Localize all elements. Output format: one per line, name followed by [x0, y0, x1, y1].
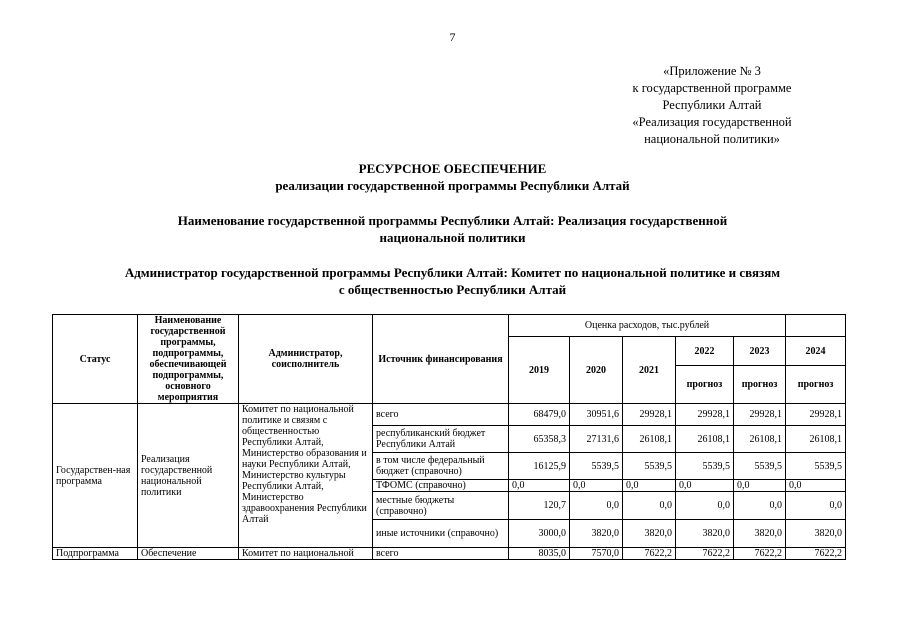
cell-value: 0,0 — [676, 492, 734, 520]
cell-value: 29928,1 — [786, 404, 846, 426]
cell-value: 3000,0 — [509, 520, 570, 548]
cell-source: республиканский бюджет Республики Алтай — [373, 426, 509, 453]
title-line: РЕСУРСНОЕ ОБЕСПЕЧЕНИЕ — [358, 161, 547, 176]
appendix-line: национальной политики» — [644, 132, 780, 146]
appendix-note — [597, 63, 827, 148]
cell-value: 3820,0 — [570, 520, 623, 548]
header-year: 2023 — [734, 337, 786, 366]
header-year: 2022 — [676, 337, 734, 366]
header-year: 2021 — [623, 337, 676, 404]
header-year: 2020 — [570, 337, 623, 404]
cell-value: 7622,2 — [734, 548, 786, 560]
cell-value: 0,0 — [734, 492, 786, 520]
cell-admin: Комитет по национальной политике и связям с общественностью Республики Алтай, Министерство образования и науки Республики Алтай, Министерство культуры Республики Алтай, Министерство здравоохранения Республики Алтай — [239, 404, 373, 548]
cell-status: Подпрограмма — [53, 548, 138, 560]
header-empty-cell — [786, 315, 846, 337]
cell-value: 0,0 — [570, 480, 623, 492]
cell-value: 30951,6 — [570, 404, 623, 426]
cell-value: 5539,5 — [734, 453, 786, 480]
cell-value: 26108,1 — [676, 426, 734, 453]
cell-value: 68479,0 — [509, 404, 570, 426]
header-forecast: прогноз — [786, 366, 846, 404]
cell-value: 26108,1 — [623, 426, 676, 453]
cell-value: 0,0 — [786, 480, 846, 492]
cell-value: 26108,1 — [786, 426, 846, 453]
header-name: Наименование государственной программы, подпрограммы, обеспечивающей подпрограммы, основного мероприятия — [138, 315, 239, 404]
cell-value: 29928,1 — [623, 404, 676, 426]
cell-value: 5539,5 — [676, 453, 734, 480]
header-row — [53, 315, 846, 337]
header-forecast: прогноз — [734, 366, 786, 404]
cell-status: Государствен-ная программа — [53, 404, 138, 548]
cell-value: 120,7 — [509, 492, 570, 520]
cell-value: 5539,5 — [623, 453, 676, 480]
cell-value: 0,0 — [676, 480, 734, 492]
administrator-heading — [0, 264, 905, 298]
header-admin: Администратор, соисполнитель — [239, 315, 373, 404]
appendix-line: Республики Алтай — [662, 98, 762, 112]
administrator-line: Администратор государственной программы Республики Алтай: Комитет по национальной политике и связям — [124, 265, 781, 280]
cell-value: 8035,0 — [509, 548, 570, 560]
cell-value: 29928,1 — [676, 404, 734, 426]
cell-value: 7622,2 — [676, 548, 734, 560]
cell-admin: Комитет по национальной — [239, 548, 373, 560]
cell-source: иные источники (справочно) — [373, 520, 509, 548]
cell-value: 29928,1 — [734, 404, 786, 426]
header-status: Статус — [53, 315, 138, 404]
cell-value: 7622,2 — [786, 548, 846, 560]
cell-value: 27131,6 — [570, 426, 623, 453]
page-number: 7 — [449, 30, 456, 44]
program-name-heading — [0, 212, 905, 246]
cell-value: 65358,3 — [509, 426, 570, 453]
cell-value: 7570,0 — [570, 548, 623, 560]
header-year: 2019 — [509, 337, 570, 404]
cell-source: местные бюджеты (справочно) — [373, 492, 509, 520]
cell-value: 0,0 — [509, 480, 570, 492]
appendix-line: «Приложение № 3 — [663, 64, 761, 78]
cell-value: 3820,0 — [676, 520, 734, 548]
cell-name: Реализация государственной национальной политики — [138, 404, 239, 548]
cell-source: всего — [373, 404, 509, 426]
cell-value: 5539,5 — [570, 453, 623, 480]
program-name-line: национальной политики — [379, 230, 526, 245]
cell-name: Обеспечение — [138, 548, 239, 560]
cell-value: 0,0 — [734, 480, 786, 492]
header-source: Источник финансирования — [373, 315, 509, 404]
cell-value: 0,0 — [570, 492, 623, 520]
table-row — [53, 548, 846, 560]
header-forecast: прогноз — [676, 366, 734, 404]
cell-source: всего — [373, 548, 509, 560]
appendix-line: к государственной программе — [632, 81, 792, 95]
cell-value: 16125,9 — [509, 453, 570, 480]
cell-value: 0,0 — [623, 480, 676, 492]
appendix-line: «Реализация государственной — [632, 115, 792, 129]
administrator-line: с общественностью Республики Алтай — [338, 282, 567, 297]
resource-table — [52, 314, 846, 560]
cell-value: 5539,5 — [786, 453, 846, 480]
cell-value: 7622,2 — [623, 548, 676, 560]
cell-source: в том числе федеральный бюджет (справочно) — [373, 453, 509, 480]
cell-value: 0,0 — [786, 492, 846, 520]
cell-value: 3820,0 — [623, 520, 676, 548]
cell-source: ТФОМС (справочно) — [373, 480, 509, 492]
cell-value: 26108,1 — [734, 426, 786, 453]
title-line: реализации государственной программы Республики Алтай — [275, 178, 630, 193]
document-title — [0, 160, 905, 194]
program-name-line: Наименование государственной программы Республики Алтай: Реализация государственной — [177, 213, 728, 228]
header-estimate: Оценка расходов, тыс.рублей — [509, 315, 786, 337]
cell-value: 3820,0 — [734, 520, 786, 548]
table-row — [53, 404, 846, 426]
header-year: 2024 — [786, 337, 846, 366]
cell-value: 0,0 — [623, 492, 676, 520]
cell-value: 3820,0 — [786, 520, 846, 548]
